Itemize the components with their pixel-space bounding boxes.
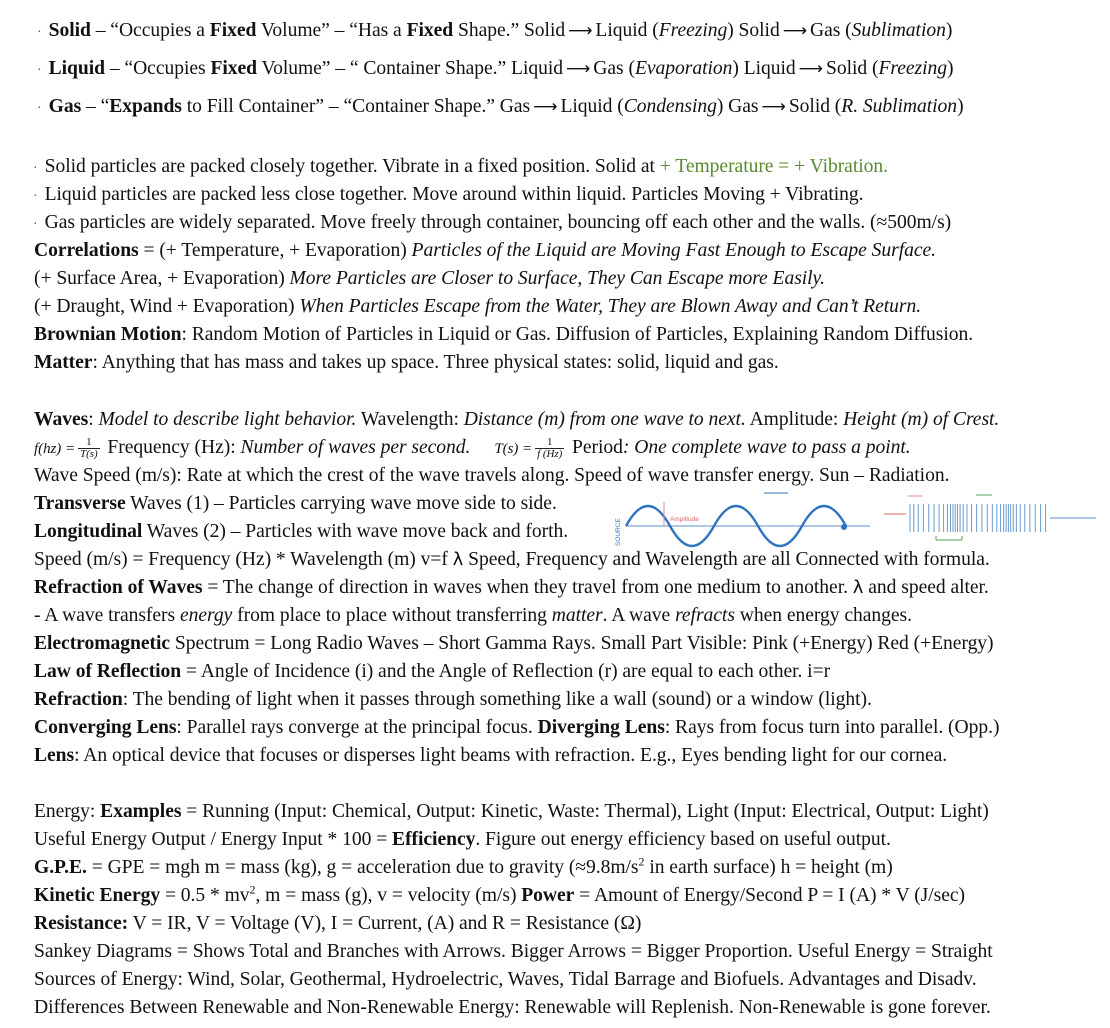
correlations-line: Correlations = (+ Temperature, + Evaporation) Particles of the Liquid are Moving Fast Enough to Escape Surface. <box>34 240 936 261</box>
bullet-icon: · <box>37 101 42 116</box>
brownian-motion-line: Brownian Motion: Random Motion of Particles in Liquid or Gas. Diffusion of Particles, Explaining Random Diffusion. <box>34 324 974 345</box>
period-formula: $\frac{1}{f (Hz)}$ <box>537 436 563 460</box>
arrow-right-icon: ⟶ <box>798 59 823 79</box>
renewable-differences-line: Differences Between Renewable and Non-Renewable Energy: Renewable will Replenish. Non-Renewable is gone forever. <box>34 997 991 1018</box>
longitudinal-lines <box>910 504 1046 532</box>
arrow-right-icon: ⟶ <box>533 97 558 117</box>
transverse-line: Transverse Waves (1) – Particles carrying wave move side to side. <box>34 493 557 514</box>
transverse-wave-diagram <box>612 488 874 550</box>
longitudinal-line: Longitudinal Waves (2) – Particles with wave move back and forth. <box>34 521 569 542</box>
bullet-icon: · <box>33 189 38 204</box>
wave-formula-line: Speed (m/s) = Frequency (Hz) * Wavelength (m) v=f λ Speed, Frequency and Wavelength are all Connected with formula. <box>34 549 990 570</box>
energy-examples-line: Energy: Examples = Running (Input: Chemical, Output: Kinetic, Waste: Thermal), Light (Input: Electrical, Output: Light) <box>34 801 989 822</box>
gpe-line: G.P.E. = GPE = mgh m = mass (kg), g = acceleration due to gravity ($\approx 9.8m/s^2$ in earth surface) h = height (m) <box>34 854 893 878</box>
efficiency-line: Useful Energy Output / Energy Input * 100 = Efficiency. Figure out energy efficiency based on useful output. <box>34 829 891 850</box>
matter-line: Matter: Anything that has mass and takes up space. Three physical states: solid, liquid and gas. <box>34 352 779 373</box>
bullet-icon: · <box>33 217 38 232</box>
arrow-right-icon: ⟶ <box>568 21 593 41</box>
waves-line: Waves: Model to describe light behavior. Wavelength: Distance (m) from one wave to next. Amplitude: Height (m) of Crest. <box>34 409 1000 430</box>
wave-speed-line: Wave Speed (m/s): Rate at which the crest of the wave travels along. Speed of wave transfer energy. Sun – Radiation. <box>34 465 950 486</box>
kinetic-power-line: Kinetic Energy = $0.5 * mv^2$, m = mass (g), v = velocity (m/s) Power = Amount of Energy/Second P = I (A) * V (J/sec) <box>34 882 965 906</box>
wave-energy-line: - A wave transfers energy from place to place without transferring matter. A wave refracts when energy changes. <box>34 605 912 626</box>
bullet-icon: · <box>37 63 42 78</box>
source-label: SOURCE <box>615 518 622 546</box>
liquid-state-line: · Liquid – “Occupies Fixed Volume” – “ Container Shape.” Liquid ⟶ Gas (Evaporation) Liquid ⟶ Solid (Freezing) <box>37 58 954 79</box>
wave-end-dot <box>841 524 847 530</box>
longitudinal-wave-diagram <box>880 492 1100 550</box>
refraction-of-waves-line: Refraction of Waves = The change of direction in waves when they travel from one medium to another. λ and speed alter. <box>34 577 989 598</box>
lenses-line: Converging Lens: Parallel rays converge at the principal focus. Diverging Lens: Rays from focus turn into parallel. (Opp.) <box>34 717 1000 738</box>
electromagnetic-line: Electromagnetic Spectrum = Long Radio Waves – Short Gamma Rays. Small Part Visible: Pink (+Energy) Red (+Energy) <box>34 633 994 654</box>
liquid-particles-line: · Liquid particles are packed less close together. Move around within liquid. Particles Moving + Vibrating. <box>33 184 864 205</box>
arrow-right-icon: ⟶ <box>565 59 591 79</box>
correlations-line-3: (+ Draught, Wind + Evaporation) When Particles Escape from the Water, They are Blown Away and Can’t Return. <box>34 296 922 317</box>
law-of-reflection-line: Law of Reflection = Angle of Incidence (i) and the Angle of Reflection (r) are equal to each other. i=r <box>34 661 831 682</box>
arrow-right-icon: ⟶ <box>782 21 808 41</box>
frequency-formula: $\frac{1}{T(s)}$ <box>80 436 98 460</box>
energy-sources-line: Sources of Energy: Wind, Solar, Geothermal, Hydroelectric, Waves, Tidal Barrage and Biofuels. Advantages and Disadv. <box>34 969 977 990</box>
solid-state-line: · Solid – “Occupies a Fixed Volume” – “Has a Fixed Shape.” Solid ⟶ Liquid (Freezing) Solid ⟶ Gas (Sublimation) <box>37 20 953 41</box>
frequency-period-line: f(hz) = $\frac{1}{T(s)}$ Frequency (Hz): Number of waves per second. T(s) = $\frac{1}{f (Hz)}$ Period: One complete wave to pass a point. <box>34 436 911 460</box>
bullet-icon: · <box>37 25 42 40</box>
sankey-line: Sankey Diagrams = Shows Total and Branches with Arrows. Bigger Arrows = Bigger Proportion. Useful Energy = Straight <box>34 941 993 962</box>
bullet-icon: · <box>33 161 38 176</box>
arrow-right-icon: ⟶ <box>761 97 786 117</box>
solid-particles-line: · Solid particles are packed closely together. Vibrate in a fixed position. Solid at + Temperature = + Vibration. <box>33 156 888 177</box>
lens-line: Lens: An optical device that focuses or disperses light beams with refraction. E.g., Eyes bending light for our cornea. <box>34 745 948 766</box>
amplitude-label: Amplitude <box>670 516 699 523</box>
gas-particles-line: · Gas particles are widely separated. Move freely through container, bouncing off each other and the walls. (≈500m/s) <box>33 212 952 233</box>
resistance-line: Resistance: V = IR, V = Voltage (V), I = Current, (A) and R = Resistance (Ω) <box>34 913 642 934</box>
gas-state-line: · Gas – “Expands to Fill Container” – “Container Shape.” Gas ⟶ Liquid (Condensing) Gas ⟶ Solid (R. Sublimation) <box>37 96 964 117</box>
correlations-line-2: (+ Surface Area, + Evaporation) More Particles are Closer to Surface, They Can Escape more Easily. <box>34 268 825 289</box>
refraction-line: Refraction: The bending of light when it passes through something like a wall (sound) or a window (light). <box>34 689 872 710</box>
